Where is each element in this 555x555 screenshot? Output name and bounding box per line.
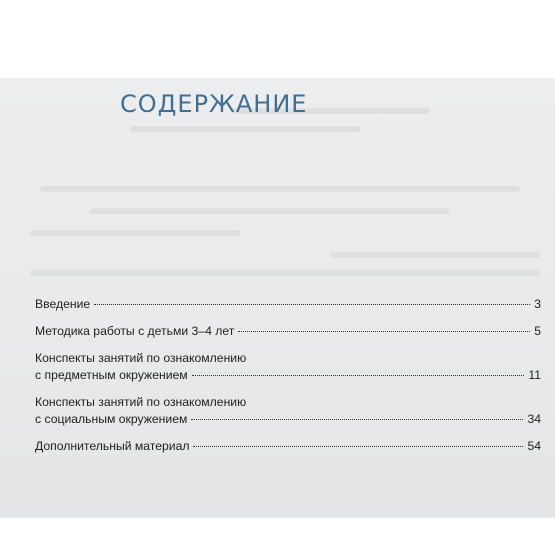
toc-entry-label-line1: Конспекты занятий по ознакомлению: [35, 395, 247, 409]
toc-entry-methodology: [35, 323, 541, 340]
toc-page-number: 11: [528, 368, 541, 382]
toc-entry-label: с предметным окружением: [35, 368, 188, 382]
toc-entry-label-line1: Конспекты занятий по ознакомлению: [35, 351, 247, 365]
toc-entry-object-environment: [35, 350, 541, 384]
table-of-contents: [35, 296, 541, 465]
dot-leader: [192, 375, 525, 376]
toc-page-number: 54: [527, 439, 541, 453]
bleed-through-text: [330, 252, 540, 258]
bleed-through-text: [40, 186, 520, 192]
bleed-through-text: [30, 270, 540, 276]
toc-entry-label: Введение: [35, 297, 91, 311]
dot-leader: [191, 419, 523, 420]
bleed-through-text: [130, 126, 360, 132]
toc-entry-additional-material: [35, 438, 541, 455]
toc-entry-social-environment: [35, 394, 541, 428]
toc-entry-label: с социальным окружением: [35, 412, 188, 426]
toc-entry-introduction: [35, 296, 541, 313]
dot-leader: [193, 446, 523, 447]
toc-page-number: 3: [534, 297, 541, 311]
bleed-through-text: [30, 230, 240, 236]
bleed-through-text: [90, 208, 450, 214]
dot-leader: [238, 331, 530, 332]
toc-page-number: 34: [527, 412, 541, 426]
toc-entry-label: Дополнительный материал: [35, 439, 190, 453]
page-title: СОДЕРЖАНИЕ: [120, 90, 308, 118]
toc-entry-label: Методика работы с детьми 3–4 лет: [35, 324, 235, 338]
dot-leader: [94, 304, 530, 305]
toc-page-number: 5: [534, 324, 541, 338]
